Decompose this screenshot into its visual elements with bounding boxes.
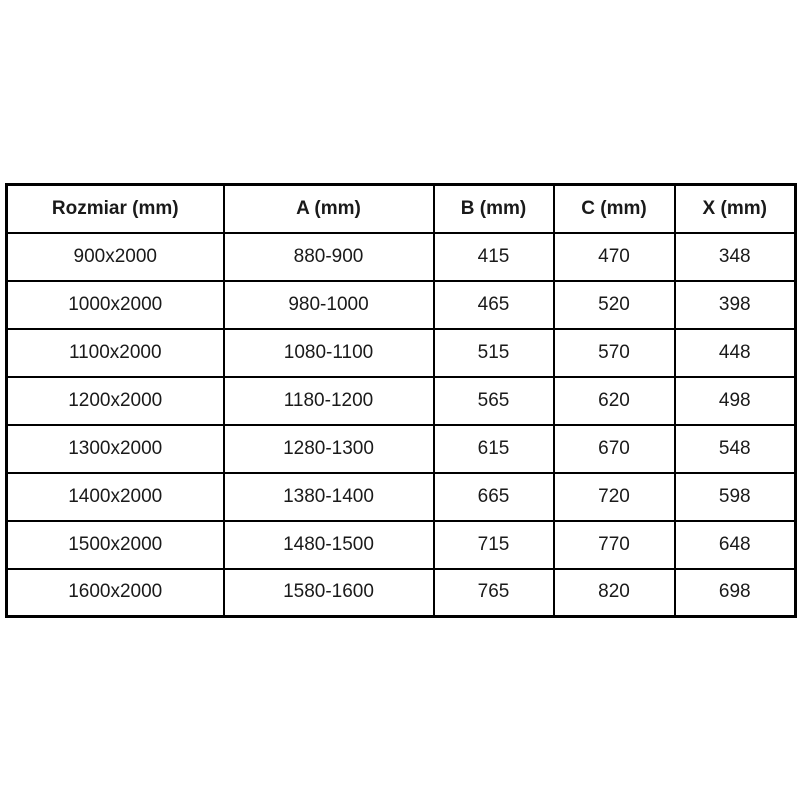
table-cell: 765: [434, 569, 554, 617]
table-cell: 565: [434, 377, 554, 425]
column-header-c: C (mm): [554, 185, 675, 233]
table-cell: 648: [675, 521, 796, 569]
table-cell: 570: [554, 329, 675, 377]
column-header-rozmiar: Rozmiar (mm): [7, 185, 224, 233]
table-cell: 670: [554, 425, 675, 473]
column-header-x: X (mm): [675, 185, 796, 233]
table-cell: 615: [434, 425, 554, 473]
table-cell: 1080-1100: [224, 329, 434, 377]
table-row: [7, 473, 796, 521]
table-row: [7, 233, 796, 281]
table-cell: 1480-1500: [224, 521, 434, 569]
table-row: [7, 281, 796, 329]
table-row: [7, 569, 796, 617]
table-cell: 1200x2000: [7, 377, 224, 425]
table-cell: 470: [554, 233, 675, 281]
table-cell: 1100x2000: [7, 329, 224, 377]
table-cell: 770: [554, 521, 675, 569]
table-cell: 520: [554, 281, 675, 329]
table-cell: 980-1000: [224, 281, 434, 329]
column-header-a: A (mm): [224, 185, 434, 233]
table-row: [7, 329, 796, 377]
table-cell: 665: [434, 473, 554, 521]
table-cell: 1000x2000: [7, 281, 224, 329]
table-cell: 465: [434, 281, 554, 329]
table-body: [7, 233, 796, 617]
table-cell: 448: [675, 329, 796, 377]
table-cell: 1600x2000: [7, 569, 224, 617]
table-row: [7, 425, 796, 473]
table-header-row: [7, 185, 796, 233]
table-row: [7, 377, 796, 425]
table-cell: 620: [554, 377, 675, 425]
table-cell: 1580-1600: [224, 569, 434, 617]
table-cell: 598: [675, 473, 796, 521]
table-cell: 715: [434, 521, 554, 569]
table-cell: 1400x2000: [7, 473, 224, 521]
table-cell: 900x2000: [7, 233, 224, 281]
table-cell: 1180-1200: [224, 377, 434, 425]
table-cell: 880-900: [224, 233, 434, 281]
table-row: [7, 521, 796, 569]
table-cell: 515: [434, 329, 554, 377]
table-cell: 548: [675, 425, 796, 473]
table-cell: 1280-1300: [224, 425, 434, 473]
table-cell: 398: [675, 281, 796, 329]
column-header-b: B (mm): [434, 185, 554, 233]
size-specification-table: [5, 183, 797, 618]
table-cell: 348: [675, 233, 796, 281]
table-cell: 698: [675, 569, 796, 617]
table-cell: 1500x2000: [7, 521, 224, 569]
table-cell: 1380-1400: [224, 473, 434, 521]
table-cell: 1300x2000: [7, 425, 224, 473]
table-cell: 498: [675, 377, 796, 425]
table-cell: 720: [554, 473, 675, 521]
table-cell: 415: [434, 233, 554, 281]
table-cell: 820: [554, 569, 675, 617]
